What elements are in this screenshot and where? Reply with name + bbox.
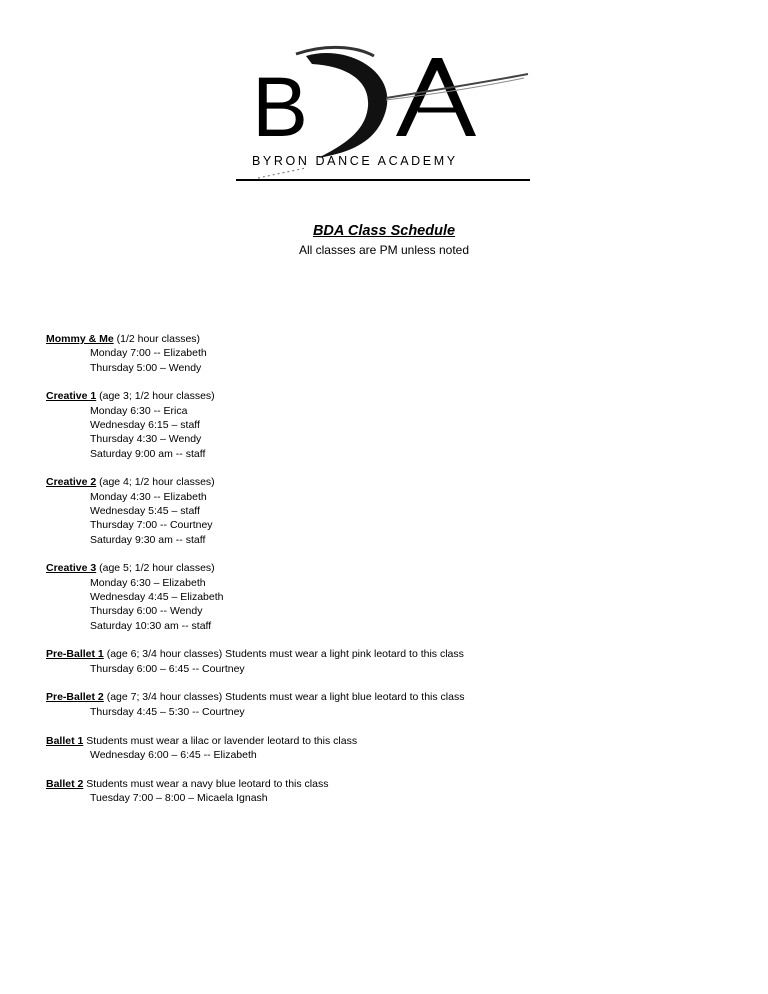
class-note: Students must wear a lilac or lavender leotard to this class xyxy=(83,734,358,747)
class-time: Monday 6:30 – Elizabeth xyxy=(90,576,206,589)
class-note: (age 4; 1/2 hour classes) xyxy=(96,476,215,489)
class-block xyxy=(46,475,746,546)
logo-tagline: BYRON DANCE ACADEMY xyxy=(252,154,458,168)
class-block xyxy=(46,389,746,460)
class-time: Wednesday 4:45 – Elizabeth xyxy=(90,590,224,603)
header-divider xyxy=(236,179,530,181)
class-note: (age 3; 1/2 hour classes) xyxy=(96,390,215,403)
class-note: (age 5; 1/2 hour classes) xyxy=(96,562,215,575)
class-time: Saturday 9:00 am -- staff xyxy=(90,447,206,460)
class-block xyxy=(46,777,746,806)
class-time: Thursday 4:30 – Wendy xyxy=(90,433,202,446)
class-time: Tuesday 7:00 – 8:00 – Micaela Ignash xyxy=(90,791,268,804)
class-note: Students must wear a navy blue leotard to this class xyxy=(83,777,329,790)
class-block xyxy=(46,734,746,763)
class-name: Mommy & Me xyxy=(46,333,114,345)
class-block xyxy=(46,561,746,632)
class-name: Ballet 2 xyxy=(46,777,84,790)
class-time: Monday 6:30 -- Erica xyxy=(90,404,188,417)
class-block xyxy=(46,690,746,719)
class-block xyxy=(46,647,746,676)
class-note: (age 6; 3/4 hour classes) Students must wear a light pink leotard to this class xyxy=(103,648,464,661)
class-name: Creative 1 xyxy=(46,390,97,403)
class-time: Saturday 10:30 am -- staff xyxy=(90,619,212,632)
class-time: Thursday 7:00 -- Courtney xyxy=(90,519,213,532)
class-time: Thursday 6:00 -- Wendy xyxy=(90,605,203,618)
class-name: Ballet 1 xyxy=(46,734,84,747)
page-title: BDA Class Schedule xyxy=(312,223,456,239)
class-schedule xyxy=(46,332,746,820)
class-name: Creative 2 xyxy=(46,476,97,489)
class-time: Thursday 6:00 – 6:45 -- Courtney xyxy=(90,662,245,675)
svg-text:B: B xyxy=(252,60,309,154)
class-time: Wednesday 5:45 – staff xyxy=(90,504,200,517)
bda-logo xyxy=(236,40,532,185)
class-name: Pre-Ballet 2 xyxy=(46,691,104,704)
class-note: (age 7; 3/4 hour classes) Students must wear a light blue leotard to this class xyxy=(103,691,465,704)
class-note: (1/2 hour classes) xyxy=(113,333,201,345)
class-time: Wednesday 6:00 – 6:45 -- Elizabeth xyxy=(90,748,257,761)
class-name: Creative 3 xyxy=(46,562,97,575)
class-time: Thursday 5:00 – Wendy xyxy=(90,361,202,374)
class-time: Thursday 4:45 – 5:30 -- Courtney xyxy=(90,705,245,718)
class-block xyxy=(46,332,746,375)
class-time: Wednesday 6:15 – staff xyxy=(90,418,200,431)
class-time: Monday 7:00 -- Elizabeth xyxy=(90,347,207,360)
class-time: Monday 4:30 -- Elizabeth xyxy=(90,490,207,503)
page-subtitle: All classes are PM unless noted xyxy=(298,243,470,257)
class-name: Pre-Ballet 1 xyxy=(46,648,104,661)
class-time: Saturday 9:30 am -- staff xyxy=(90,533,206,546)
